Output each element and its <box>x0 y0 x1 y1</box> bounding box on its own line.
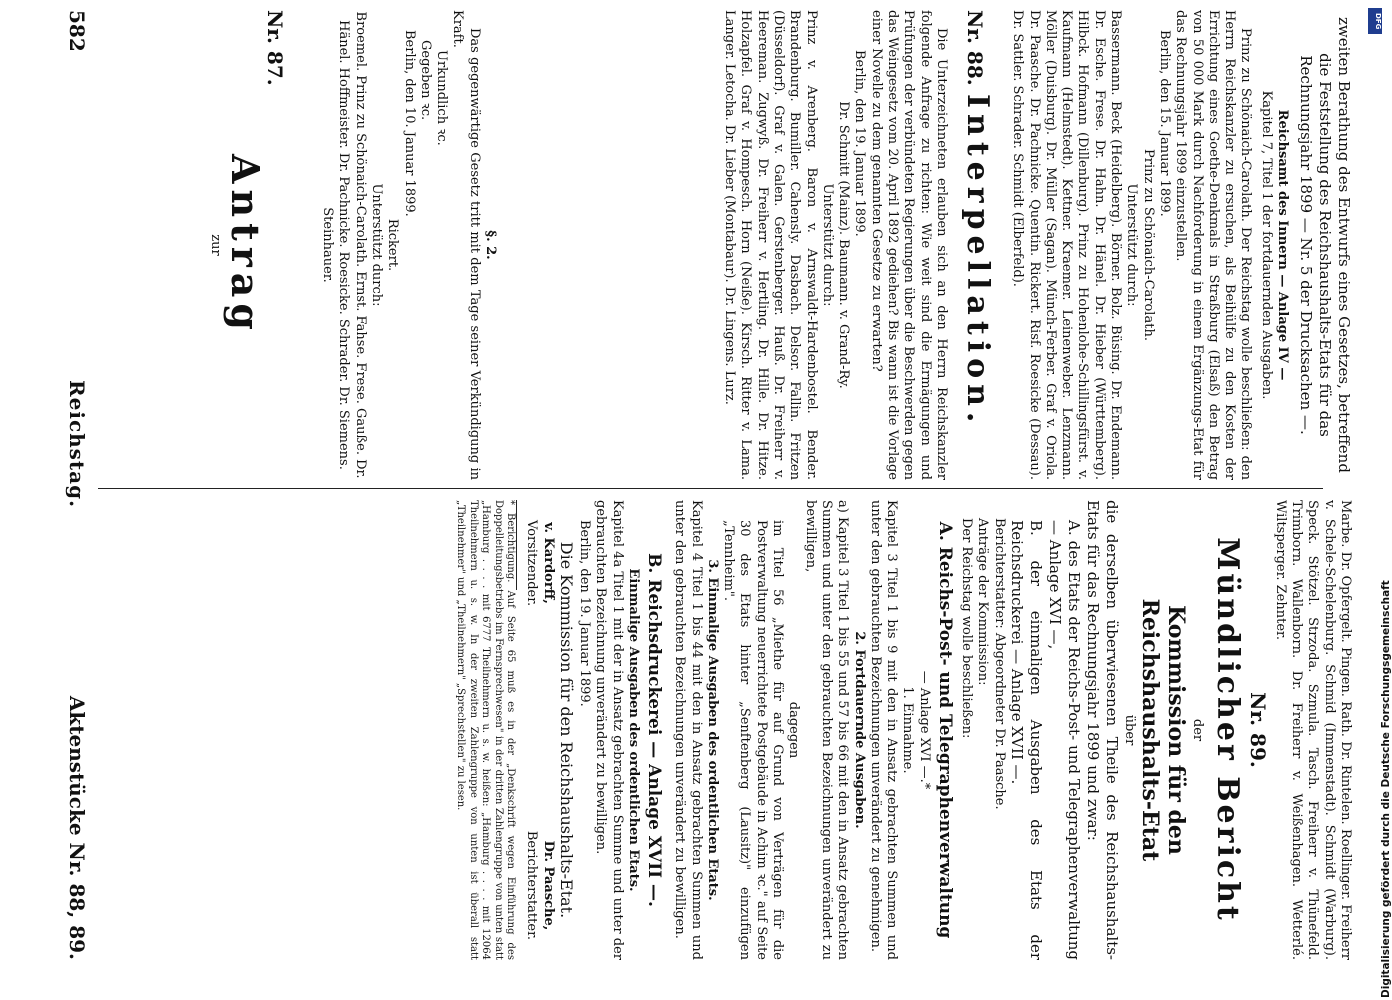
antrag-title: Antrag <box>222 154 268 336</box>
antraege-label: Anträge der Kommission: <box>975 518 991 686</box>
vorsitzender-label: Vorsitzender. <box>524 520 540 607</box>
supported-by-3: Unterstützt durch: <box>819 183 835 307</box>
signature-kardorff-block <box>523 520 556 606</box>
antrag-block <box>206 10 287 480</box>
supporters-list-1: Broemel. Prinz zu Schönaich-Carolath. Ernst. Fahse. Frese. Gauße. Dr. Hänel. Hoffmeister. Dr. Pachnicke. Roesicke. Schrader. Dr. Siemens. Steinhauer. <box>320 11 368 479</box>
interpellation-body: Die Unterzeichneten erlauben sich an den Herrn Reichskanzler folgende Anfrage zu richten: Wie weit sind die Ermägungen und Prüfungen der verbündeten Regierungen über die Beschwerden gegen das Weingesetz vom 20. April 1892 gediehen? Bis wann ist die Vorlage einer Novelle zu dem genannten Gesetze zu erwarten? <box>868 10 949 480</box>
nr-87-label: Nr. 87. <box>263 10 287 86</box>
kapitel-3-einnahme: Kapitel 3 Titel 1 bis 9 mit den in Ansatz gebrachten Summen und unter den gebrauchten Bezeichnungen unverändert zu genehmigen. <box>867 500 900 960</box>
dagegen-label: dagegen <box>786 701 802 759</box>
column-divider <box>98 488 1323 489</box>
bericht-title: Mündlicher Bericht <box>1210 537 1246 923</box>
nr-88-heading <box>955 10 999 480</box>
berlin-date-2: Berlin, den 15. Januar 1899. <box>1156 30 1172 217</box>
item-b: B. der einmaligen Ausgaben des Etats der Reichsdruckerei — Anlage XVII —. <box>1007 520 1045 960</box>
section-b-heading: B. Reichsdruckerei — Anlage XVII —. <box>643 553 664 907</box>
kapitel-4: Kapitel 4 Titel 1 bis 44 mit den in Ansatz gebrachten Summen und unter den gebrauchten Bezeichnungen unverändert zu bewilligen. <box>672 500 704 960</box>
kommission-title: Kommission für den Reichshaushalts-Etat <box>1136 598 1189 862</box>
nr-89-label: Nr. 89. <box>1245 692 1270 768</box>
antrag-body: zweiten Berathung des Entwurfs eines Gesetzes, betreffend die Feststellung des Reichshaushalts-Etats für das Rechnungsjahr 1899 — Nr. 5 der Drucksachen —. <box>1297 17 1353 473</box>
interpellation-title: Interpellation. <box>959 93 995 429</box>
motion-text: Prinz zu Schönaich-Carolath. Der Reichstag wolle beschließen: den Herrn Reichskanzler zu ersuchen, als Beihülfe zu den Kosten der Errichtung eines Goethe-Denkmals in Straßburg (Elsaß) den Betrag von 50 000 Mark durch Nachforderung in einem Ergänzungs-Etat für das Rechnungsjahr 1899 einzustellen. <box>1173 10 1254 480</box>
paragraph-2-heading: §. 2. <box>483 230 498 260</box>
einnahme-heading: 1. Einnahme. <box>900 686 916 774</box>
item-a: A. des Etats der Reichs-Post- und Telegraphenverwaltung — Anlage XVI —, <box>1045 520 1083 960</box>
supporters-list-3: Prinz v. Arenberg. Baron v. Arnswaldt-Hardenbostel. Bender. Brandenburg. Bumiller. Cahensly. Dasbach. Delsor. Fallin. Fritzen (Düsseldorf). Graf v. Galen. Gerstenberger. Hauß. Dr. Freiherr v. Heereman. Zugwyß. Dr. Freiherr v. Hertling. Dr. Hille. Dr. Hitze. Holzapfel. Graf v. Hompesch. Horn (Neiße). Kirsch. Ritter v. Lama. Langer. Letocha. Dr. Lieber (Montabaur). Dr. Lingens. Lurz. <box>722 10 819 480</box>
dfg-credit: Digitalisierung gefördert durch die Deutsche Forschungsgemeinschaft <box>1380 580 1392 998</box>
berlin-date-3: Berlin, den 19. Januar 1899. <box>852 50 868 237</box>
dfg-logo: DFG <box>1368 8 1382 34</box>
nr-88-label: Nr. 88. <box>962 10 987 86</box>
running-header <box>53 0 93 1000</box>
fortdauernde-heading: 2. Fortdauernde Ausgaben. <box>851 631 867 829</box>
signature-carolath: Prinz zu Schönaich-Carolath. <box>1140 149 1156 341</box>
kapitel-3-ausgaben: a) Kapitel 3 Titel 1 bis 55 und 57 bis 66 mit den in Ansatz gebrachten Summen und unter den gebrauchten Bezeichnungen unverändert zu bewilligen, <box>802 500 851 960</box>
ueber-label: über <box>1121 714 1137 746</box>
signature-paasche-block <box>523 831 556 940</box>
header-aktenstuecke: Aktenstücke Nr. 88, 89. <box>65 695 89 960</box>
right-column <box>454 500 1353 960</box>
left-column-main <box>721 10 1353 480</box>
bericht-body: die derselben überwiesenen Theile des Reichshaushalts-Etats für das Rechnungsjahr 1899 und zwar: <box>1083 500 1121 960</box>
signature-paasche: Dr. Paasche, <box>540 840 556 931</box>
berichterstatter: Berichterstatter: Abgeordneter Dr. Paasche. <box>991 518 1007 810</box>
berlin-date-4: Berlin, den 19. Januar 1899. <box>577 520 593 707</box>
b-einmalige-heading: Einmalige Ausgaben des ordentlichen Etats. <box>625 568 641 892</box>
berlin-date-1: Berlin, den 10. Januar 1899. <box>401 30 417 217</box>
signature-rickert: Rickert. <box>385 218 401 272</box>
footnote-correction: * Berichtigung. Auf Seite 65 muß es in der „Denkschrift wegen Einführung des Doppelleitungsbetriebs im Fernsprechwesen" in der dritten Zahlengruppe von unten statt „Hamburg . . . . mit 6777 Theilnehmern u. s. w. heißen: „Hamburg . . . . mit 12064 Theilnehmern u. s. w. In der zweiten Zahlengruppe von unten ist überall statt „Theilnehmer" und „Theilnehmern" „Sprechstellen" zu lesen. <box>455 500 517 960</box>
kapitel-4a: Kapitel 4a Titel 1 mit der in Ansatz gebrachten Summe und unter der gebrauchten Bezeichnung unverändert zu bewilligen. <box>593 500 625 960</box>
zur-label: zur <box>207 234 223 256</box>
urkundlich: Urkundlich ꝛc. <box>434 50 450 146</box>
einmalige-heading: 3. Einmalige Ausgaben des ordentlichen Etats. <box>704 559 720 901</box>
section-a-heading: A. Reichs-Post- und Telegraphenverwaltung <box>934 521 955 939</box>
paragraph-2-text: Das gegenwärtige Gesetz tritt mit dem Tage seiner Verkündigung in Kraft. <box>450 10 482 480</box>
signatures-row <box>523 500 556 960</box>
titel-56: im Titel 56 „Miethe für auf Grund von Verträgen für die Postverwaltung neuerrichtete Postgebäude in Achim ꝛc." auf Seite 30 des Etats hinter „Senftenberg (Lausitz)" einzufügen „Tennheim". <box>721 520 786 960</box>
supported-by-2: Unterstützt durch: <box>1124 183 1140 307</box>
gegeben: Gegeben ꝛc. <box>417 40 433 121</box>
section-a-anlage: — Anlage XVI —.* <box>916 670 932 790</box>
footnote-rule <box>516 500 517 590</box>
signature-kardorff: v. Kardorff, <box>540 522 556 604</box>
left-column-top <box>319 10 498 480</box>
page-number: 582 <box>65 10 89 52</box>
beschliessen-label: Der Reichstag wolle beschließen: <box>959 518 975 739</box>
names-continued: Marbe. Dr. Opfergelt. Pingen. Rath. Dr. Rintelen. Roellinger. Freiherr v. Schele-Schelenburg. Schmid (Immenstadt). Schmidt (Warburg). Speck. Stötzel. Strzoda. Szmula. Tasch. Freiherr v. Thünefeld. Trimborn. Wallenborn. Dr. Freiherr v. Weißenhagen. Wetterlé. Wiltsperger. Zehnter. <box>1272 500 1353 960</box>
supporters-list-2: Bassermann. Beck (Heidelberg). Börner. Bolz. Büsing. Dr. Endemann. Dr. Esche. Frese. Dr. Hahn. Dr. Hänel. Dr. Hieber (Württemberg). Hilbck. Hofmann (Dillenburg). Prinz zu Hohenlohe-Schillingsfürst. v. Kaufmann (Helmstedt). Kettner. Kraemer. Leinenweber. Lenzmann. Möller (Duisburg). Dr. Müller (Sagan). Münch-Ferber. Graf v. Oriola. Dr. Paasche. Dr. Pachnicke. Quentin. Rickert. Risf. Roesicke (Dessau). Dr. Sattler. Schrader. Schmidt (Elberfeld). <box>1010 10 1124 480</box>
header-reichstag: Reichstag. <box>65 380 89 509</box>
kapitel-7: Kapitel 7, Titel 1 der fortdauernden Ausgaben. <box>1258 90 1274 400</box>
signature-schmitt: Dr. Schmitt (Mainz). Baumann. v. Grand-Ry. <box>836 101 852 389</box>
kommission-signature: Die Kommission für den Reichshaushalts-Etat. <box>556 541 576 919</box>
reichsamt-heading: Reichsamt des Innern — Anlage IV — <box>1275 109 1290 381</box>
berichterstatter-label: Berichterstatter. <box>524 830 540 940</box>
supported-by-1: Unterstützt durch: <box>368 183 384 307</box>
der-label: der <box>1190 718 1206 742</box>
